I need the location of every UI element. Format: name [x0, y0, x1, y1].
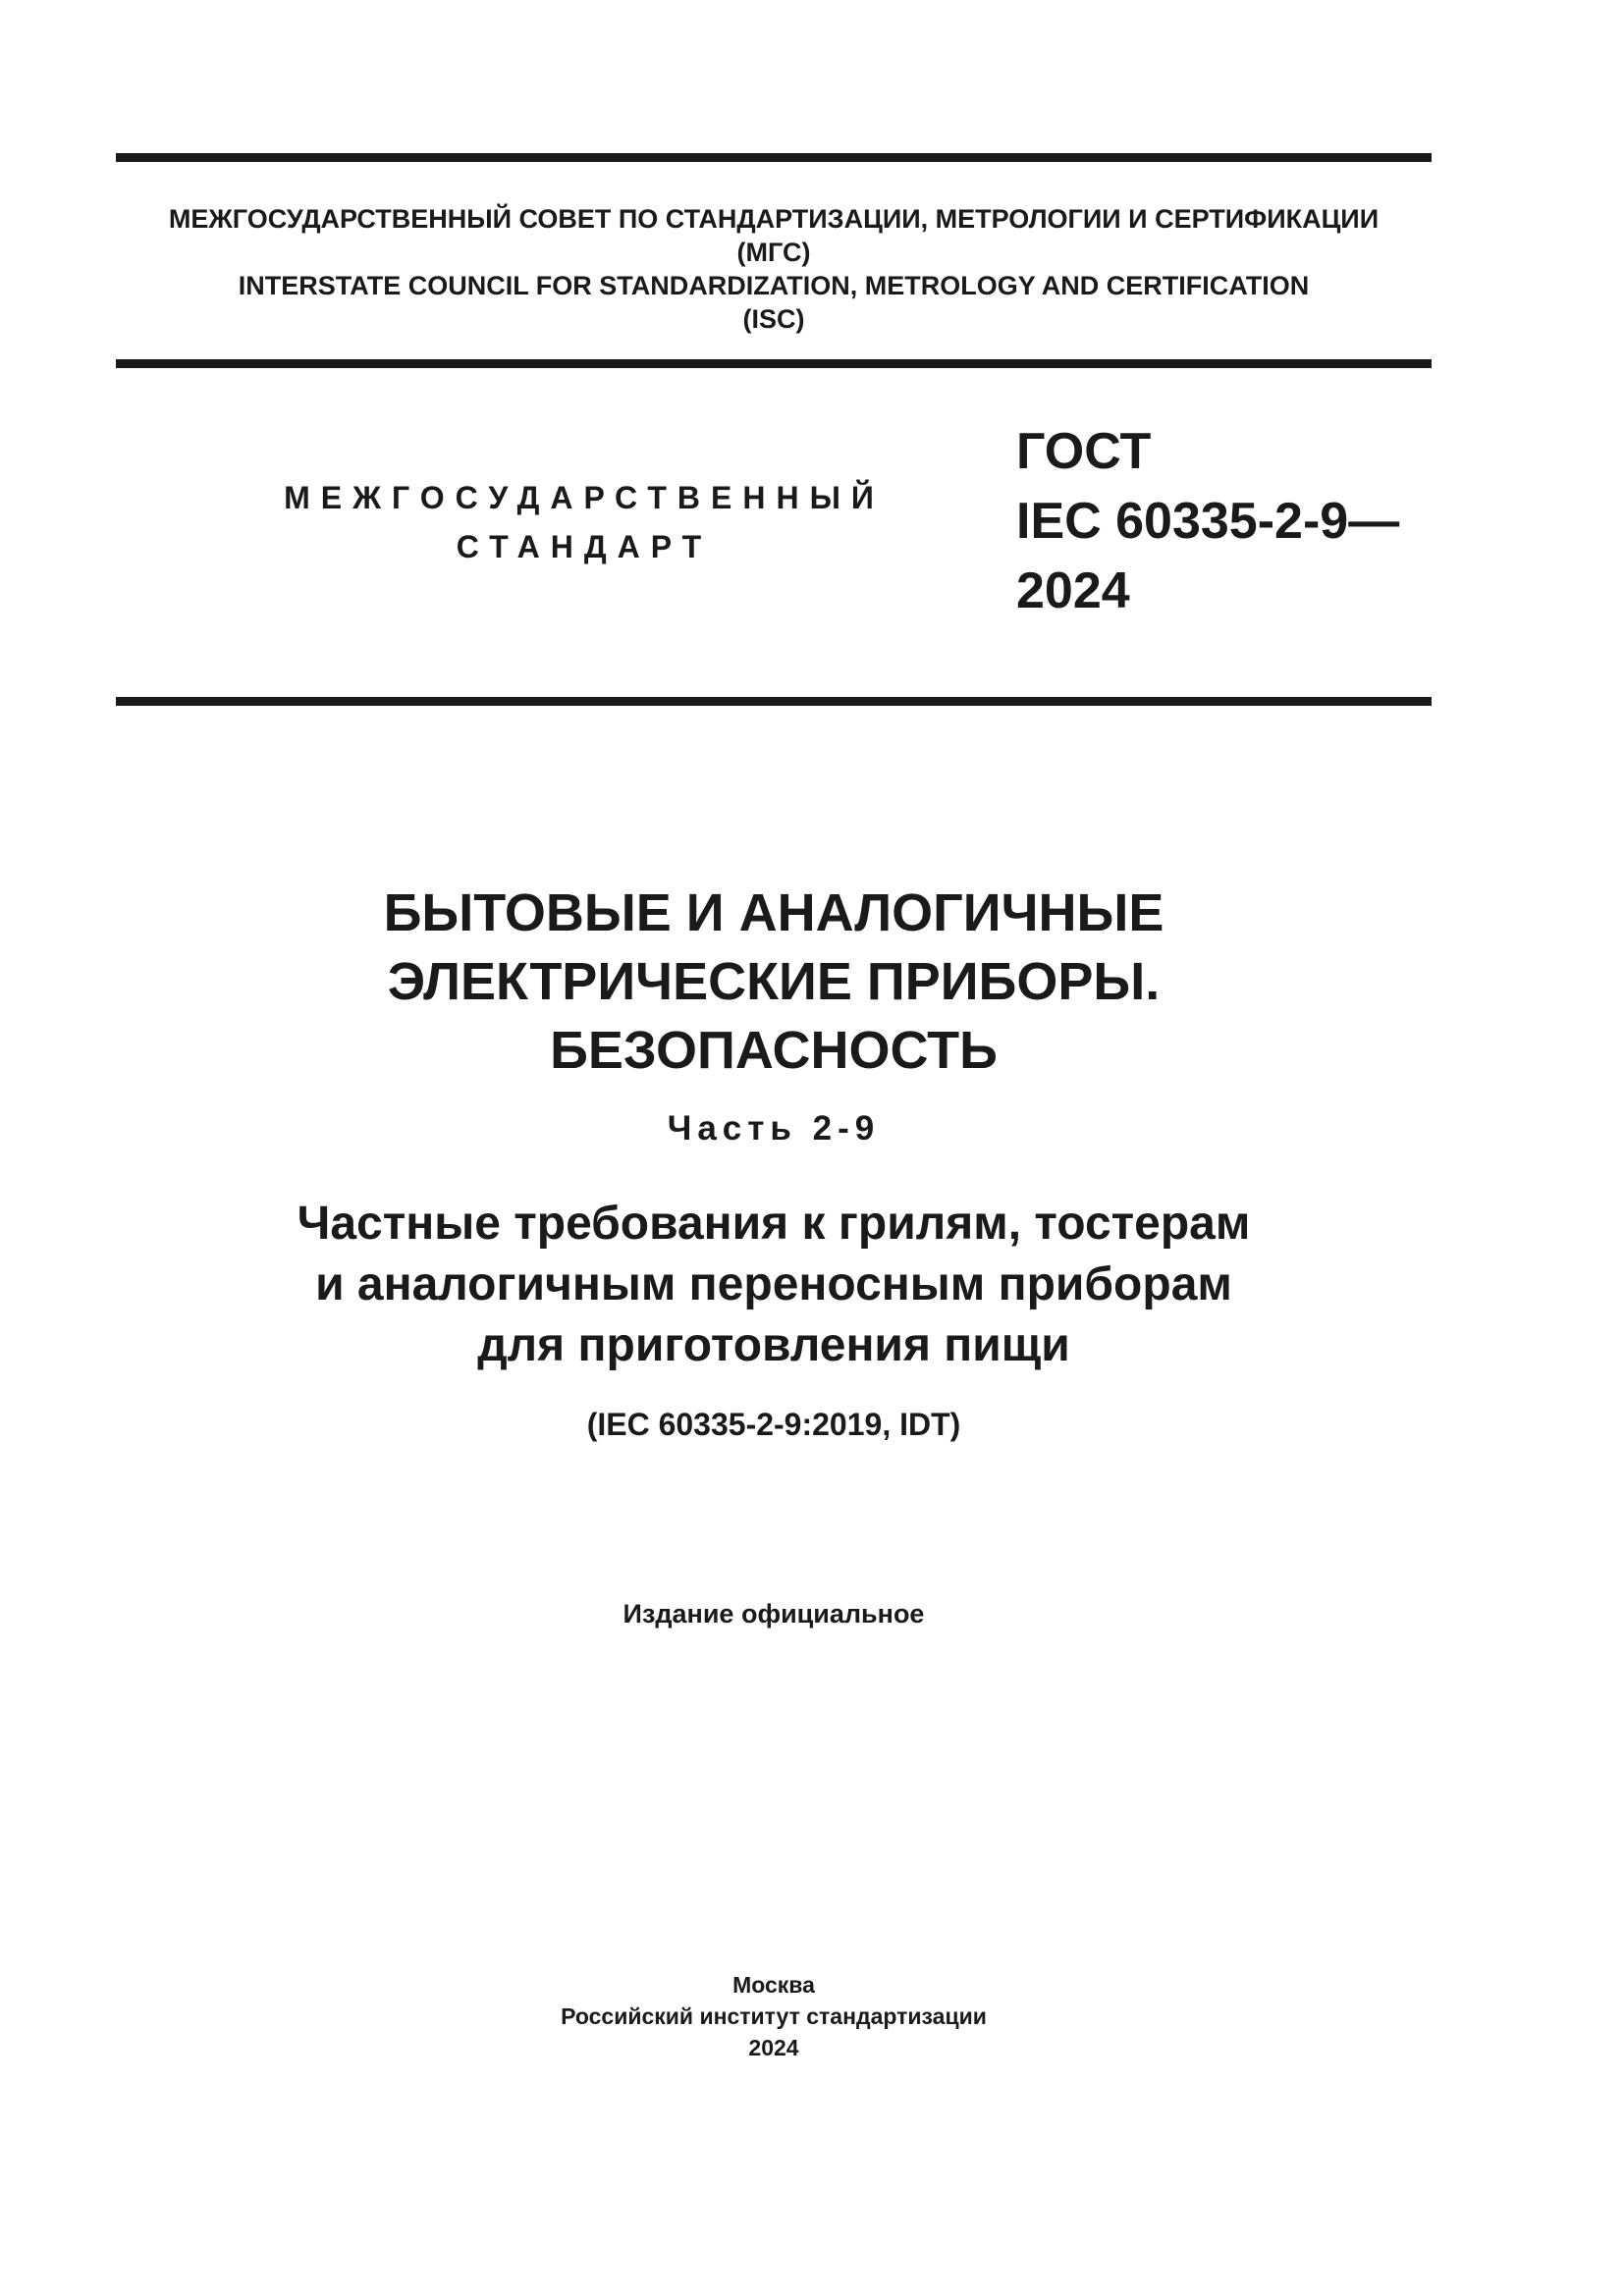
subtitle-line2: и аналогичным переносным приборам — [315, 1258, 1232, 1310]
council-name-en: INTERSTATE COUNCIL FOR STANDARDIZATION, METROLOGY AND CERTIFICATION — [238, 271, 1310, 300]
imprint-year: 2024 — [748, 2035, 799, 2060]
imprint-publisher: Российский институт стандартизации — [561, 2003, 987, 2029]
designation-gost: ГОСТ — [1016, 423, 1152, 480]
subtitle-line1: Частные требования к грилям, тостерам — [297, 1198, 1251, 1250]
council-abbr-en: (ISC) — [742, 304, 805, 334]
designation-year: 2024 — [1016, 562, 1130, 619]
top-divider — [116, 153, 1432, 162]
subtitle-line3: для приготовления пищи — [477, 1319, 1070, 1371]
designation-number: IEC 60335-2-9— — [1016, 493, 1400, 550]
iec-reference: (IEC 60335-2-9:2019, IDT) — [586, 1407, 961, 1442]
standard-kind-line2: СТАНДАРТ — [456, 529, 713, 564]
standard-designation — [1016, 417, 1399, 626]
title-line1: БЫТОВЫЕ И АНАЛОГИЧНЫЕ — [383, 883, 1164, 942]
title-line2: ЭЛЕКТРИЧЕСКИЕ ПРИБОРЫ. — [387, 952, 1161, 1011]
council-name-ru: МЕЖГОСУДАРСТВЕННЫЙ СОВЕТ ПО СТАНДАРТИЗАЦИИ, МЕТРОЛОГИИ И СЕРТИФИКАЦИИ — [168, 204, 1380, 234]
standard-kind-line1: МЕЖГОСУДАРСТВЕННЫЙ — [284, 480, 885, 515]
imprint-city: Москва — [732, 1972, 815, 1998]
header-divider — [116, 359, 1432, 368]
publisher-imprint — [116, 1969, 1432, 2063]
standard-kind — [216, 473, 952, 571]
part-number: Часть 2-9 — [667, 1109, 881, 1148]
title-line3: БЕЗОПАСНОСТЬ — [550, 1021, 998, 1080]
document-title — [116, 879, 1432, 1085]
designation-divider — [116, 697, 1432, 706]
document-subtitle — [116, 1194, 1432, 1376]
edition-label: Издание официальное — [623, 1599, 925, 1629]
council-header — [116, 202, 1432, 336]
council-abbr-ru: (МГС) — [736, 238, 811, 267]
